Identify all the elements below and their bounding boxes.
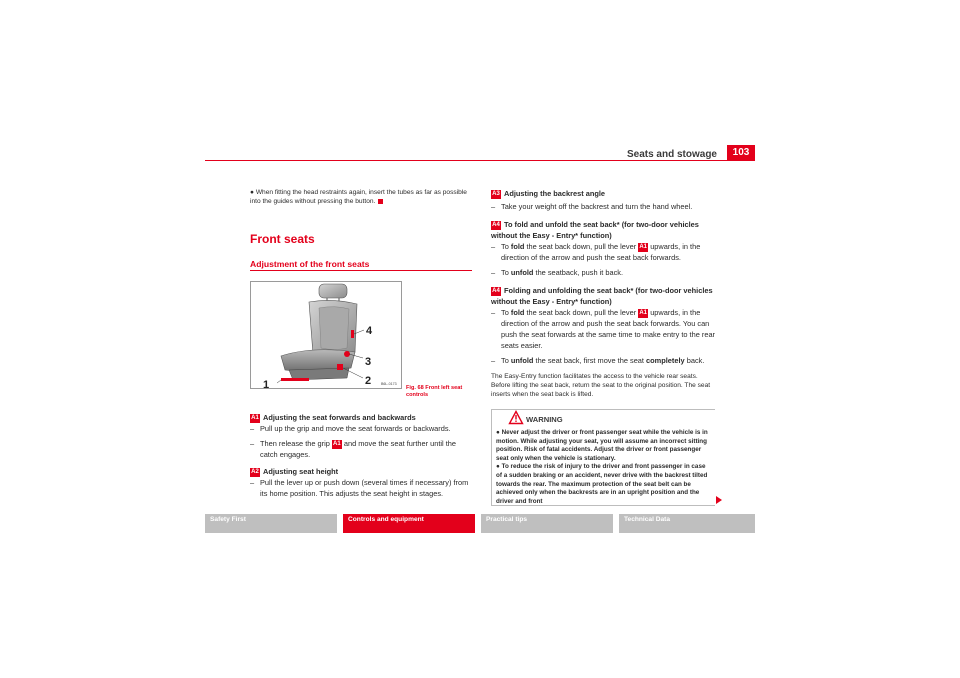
footer-tab-controls-equipment[interactable]: Controls and equipment: [343, 514, 475, 533]
item-a2-heading: A2 Adjusting seat height: [251, 467, 339, 476]
figure-caption: Fig. 68 Front left seat controls: [406, 385, 463, 398]
left-instructions: [250, 412, 475, 499]
item-a1-heading: A1 Adjusting the seat forwards and backwards: [251, 413, 416, 422]
callout-4: 4: [366, 325, 373, 337]
control-lever-marker: [337, 364, 343, 370]
seat-figure: [250, 281, 402, 389]
control-grip-marker: [281, 378, 309, 381]
item-a1-step-1: – Pull up the grip and move the seat forwards or backwards.: [250, 423, 475, 434]
page-number: 103: [727, 145, 755, 161]
badge-a1-inline-2: A1: [639, 243, 648, 250]
badge-a1-inline-3: A1: [639, 309, 648, 316]
callout-3: 3: [365, 356, 372, 368]
intro-paragraph: ● When fitting the head restraints again, insert the tubes as far as possible into the guides without pressing the button.: [250, 189, 467, 205]
subsection-title: Adjustment of the front seats: [250, 259, 370, 269]
header-title: Seats and stowage: [626, 149, 717, 160]
bullet-icon: ●: [496, 463, 502, 471]
warning-bullet-2: ● To reduce the risk of injury to the driver and front passenger in case of a sudden braking or an accident, never drive with the backrest tilted towards the rear. The maximum protection of the seat belt can be achieved only when the backrests are in an upright position and the driver and front: [496, 463, 708, 505]
header-rule: [205, 160, 755, 161]
bullet-icon: ●: [496, 429, 502, 436]
badge-a4: A4: [492, 221, 500, 228]
badge-a4b: A4: [492, 287, 500, 294]
item-a4-heading: A4 To fold and unfold the seat back* (for two-door vehicles without the Easy - Entry* function): [491, 220, 699, 240]
warning-title: WARNING: [526, 415, 563, 424]
section-title: Front seats: [250, 232, 315, 246]
badge-a1: A1: [251, 414, 259, 421]
right-instructions: [491, 188, 716, 399]
item-a2-step-1: – Pull the lever up or push down (several times if necessary) from its home position. This adjusts the seat height in stages.: [250, 477, 475, 499]
item-a4b-step-2: – To unfold the seat back, first move the seat completely back.: [491, 355, 716, 366]
item-a4-step-2: – To unfold the seatback, push it back.: [491, 267, 716, 278]
subsection-rule: [250, 270, 472, 271]
footer-tab-practical-tips[interactable]: Practical tips: [481, 514, 613, 533]
bullet-icon: ●: [250, 189, 256, 196]
footer-tab-technical-data[interactable]: Technical Data: [619, 514, 755, 533]
footer-tab-safety-first[interactable]: Safety First: [205, 514, 337, 533]
continue-arrow-icon: [716, 496, 722, 504]
callout-2: 2: [365, 375, 372, 387]
warning-content: [496, 429, 712, 505]
end-of-section-icon: [378, 199, 383, 204]
item-a3-step-1: – Take your weight off the backrest and turn the hand wheel.: [491, 201, 716, 212]
badge-a3: A3: [492, 190, 500, 197]
item-a4b-step-1: – To fold the seat back down, pull the lever A1 upwards, in the direction of the arrow and push the seat back forwards. You can push the seat forwards at the same time to make entry to the rear seats easier.: [491, 307, 716, 351]
warning-bullet-1: ● Never adjust the driver or front passenger seat while the vehicle is in motion. While adjusting your seat, you will assume an incorrect sitting position. Risk of fatal accidents. Adjust the driver or front passenger seat only when the vehicle is stationary.: [496, 429, 708, 462]
item-a3-heading: A3 Adjusting the backrest angle: [492, 189, 606, 198]
item-a4-step-1: – To fold the seat back down, pull the lever A1 upwards, in the direction of the arrow and push the seat back forwards.: [491, 241, 716, 263]
item-a4b-heading: A4 Folding and unfolding the seat back* (for two-door vehicles without the Easy - Entry* function): [491, 286, 713, 306]
warning-icon: [509, 411, 523, 424]
badge-a1-inline: A1: [333, 440, 341, 447]
item-a1-step-2: – Then release the grip A1 and move the seat further until the catch engages.: [250, 438, 475, 460]
badge-a2: A2: [251, 468, 259, 475]
figure-code: B6L-0173: [381, 382, 397, 386]
easy-entry-note: The Easy-Entry function facilitates the access to the vehicle rear seats. Before lifting the seat back, return the seat to the original position. The seat inserts when the seat back is lifted.: [491, 373, 711, 398]
control-backrest-marker: [351, 330, 354, 338]
seat-illustration: [251, 282, 401, 391]
callout-1: 1: [263, 379, 270, 391]
